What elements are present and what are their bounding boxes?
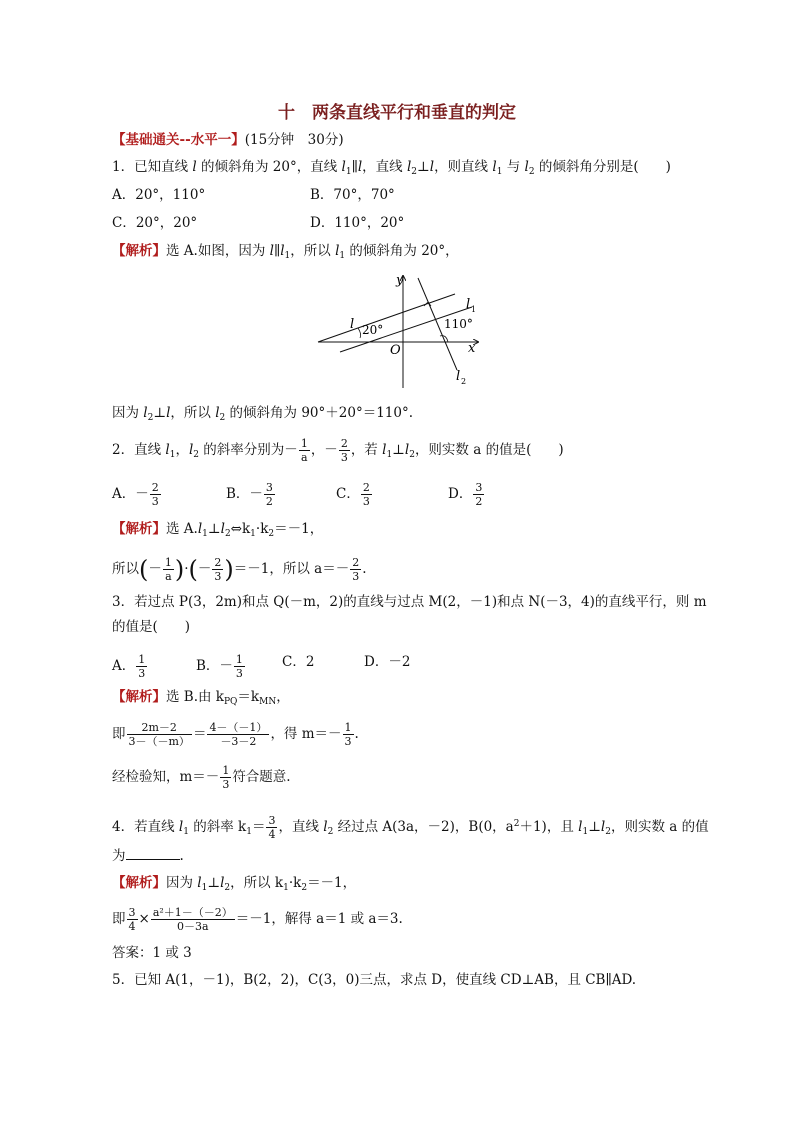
q3-stem-1: 3．若过点 P(3，2m)和点 Q(－m，2)的直线与过点 M(2，－1)和点 N(－3，4)的直线平行，则 m [112,594,707,610]
q3-solution-3: 经检验知，m＝－ $\frac{1}{3}$ 符合题意. [112,764,291,791]
q1-stem: 1．已知直线 l 的倾斜角为 20°，直线 $l_1\parallel l$，直线 $l_2\perp l$，则直线 $l_1$ 与 $l_2$ 的倾斜角分别是( ) [112,159,671,177]
label-l1: l [466,297,471,312]
q1-solution: 【解析】选 A.如图，因为 $l\parallel l_1$，所以 $l_1$ 的倾斜角为 20°， [112,243,459,261]
q4-stem: 4．若直线 $l_1$ 的斜率 $k_1=$ $\frac{3}{4}$ ，直线 $l_2$ 经过点 A(3a，－2)，B(0，$a^2+1$)，且 $l_1\perp l_2$，则实数 a 的值 [112,814,709,841]
origin-label: O [390,343,401,358]
x-label: x [468,341,476,356]
angle-110-label: 110° [444,317,473,331]
q3-option-d: D．－2 [364,654,411,670]
q2-option-d: D． $\frac{3}{2}$ [448,481,483,508]
label-l1-sub: 1 [471,305,477,314]
q1-figure [310,268,490,388]
page-title: 十 两条直线平行和垂直的判定 [278,103,516,123]
label-l2-sub: 2 [461,377,467,386]
q2-option-c: C． $\frac{2}{3}$ [336,481,370,508]
q3-solution: 【解析】选 B.由 $k_{PQ}=k_{MN}$， [112,689,290,707]
q1-option-b: B．70°，70° [310,187,395,203]
label-l2: l [456,369,461,384]
q1-solution-2: 因为 $l_2\perp l$，所以 $l_2$ 的倾斜角为 90°＋20°＝110°. [112,405,413,423]
q2-option-a: A．－ $\frac{2}{3}$ [112,481,159,508]
label-l: l [350,317,355,332]
q1-option-d: D．110°，20° [310,215,405,231]
q1-option-c: C．20°，20° [112,215,198,231]
q3-option-c: C．2 [282,654,315,670]
q1-option-a: A．20°，110° [112,187,206,203]
q4-answer: 答案：1 或 3 [112,945,192,961]
q4-answer-blank[interactable] [126,847,180,860]
angle-arc-20 [358,328,361,338]
q4-solution-2: 即 $\frac{3}{4}$ × $\frac{\text{a²＋1－（－2）}}{0-3a}$ ＝－1，解得 a＝1 或 a＝3. [112,906,403,933]
q4-stem-2: 为 . [112,848,184,864]
angle-20-label: 20° [362,323,384,337]
y-label: y [396,273,404,288]
q5-stem: 5．已知 A(1，－1)，B(2，2)，C(3，0)三点，求点 D，使直线 CD⊥AB，且 CB∥AD. [112,972,637,988]
section-label: 【基础通关--水平一】 [112,132,245,148]
section-header [112,131,344,149]
q4-solution: 【解析】因为 $l_1\perp l_2$，所以 $k_1\cdot k_2=-1$， [112,875,357,893]
q2-solution-2: 所以(－ $\frac{1}{a}$ )·(－ $\frac{2}{3}$ )＝－1，所以 a＝－ $\frac{2}{3}$ . [112,555,367,584]
q2-solution: 【解析】选 $A.l_1\perp l_2\Leftrightarrow k_1\cdot k_2=-1$， [112,521,324,539]
section-meta: (15分钟 30分) [244,132,344,148]
q2-option-b: B．－ $\frac{3}{2}$ [226,481,273,508]
q3-option-b: B．－ $\frac{1}{3}$ [196,653,243,680]
q3-option-a: A． $\frac{1}{3}$ [112,653,146,680]
q3-solution-2: 即 $\frac{2m-2}{3-(-m)}$ ＝ $\frac{4-(-1)}{-3-2}$ ，得 m＝－ $\frac{1}{3}$ . [112,721,359,748]
q2-stem: 2．直线 $l_1$，$l_2$ 的斜率分别为－ $\frac{1}{a}$ ，－ $\frac{2}{3}$ ，若 $l_1\perp l_2$，则实数 a 的值是( ) [112,437,564,464]
q3-stem-2: 的值是( ) [112,619,191,635]
